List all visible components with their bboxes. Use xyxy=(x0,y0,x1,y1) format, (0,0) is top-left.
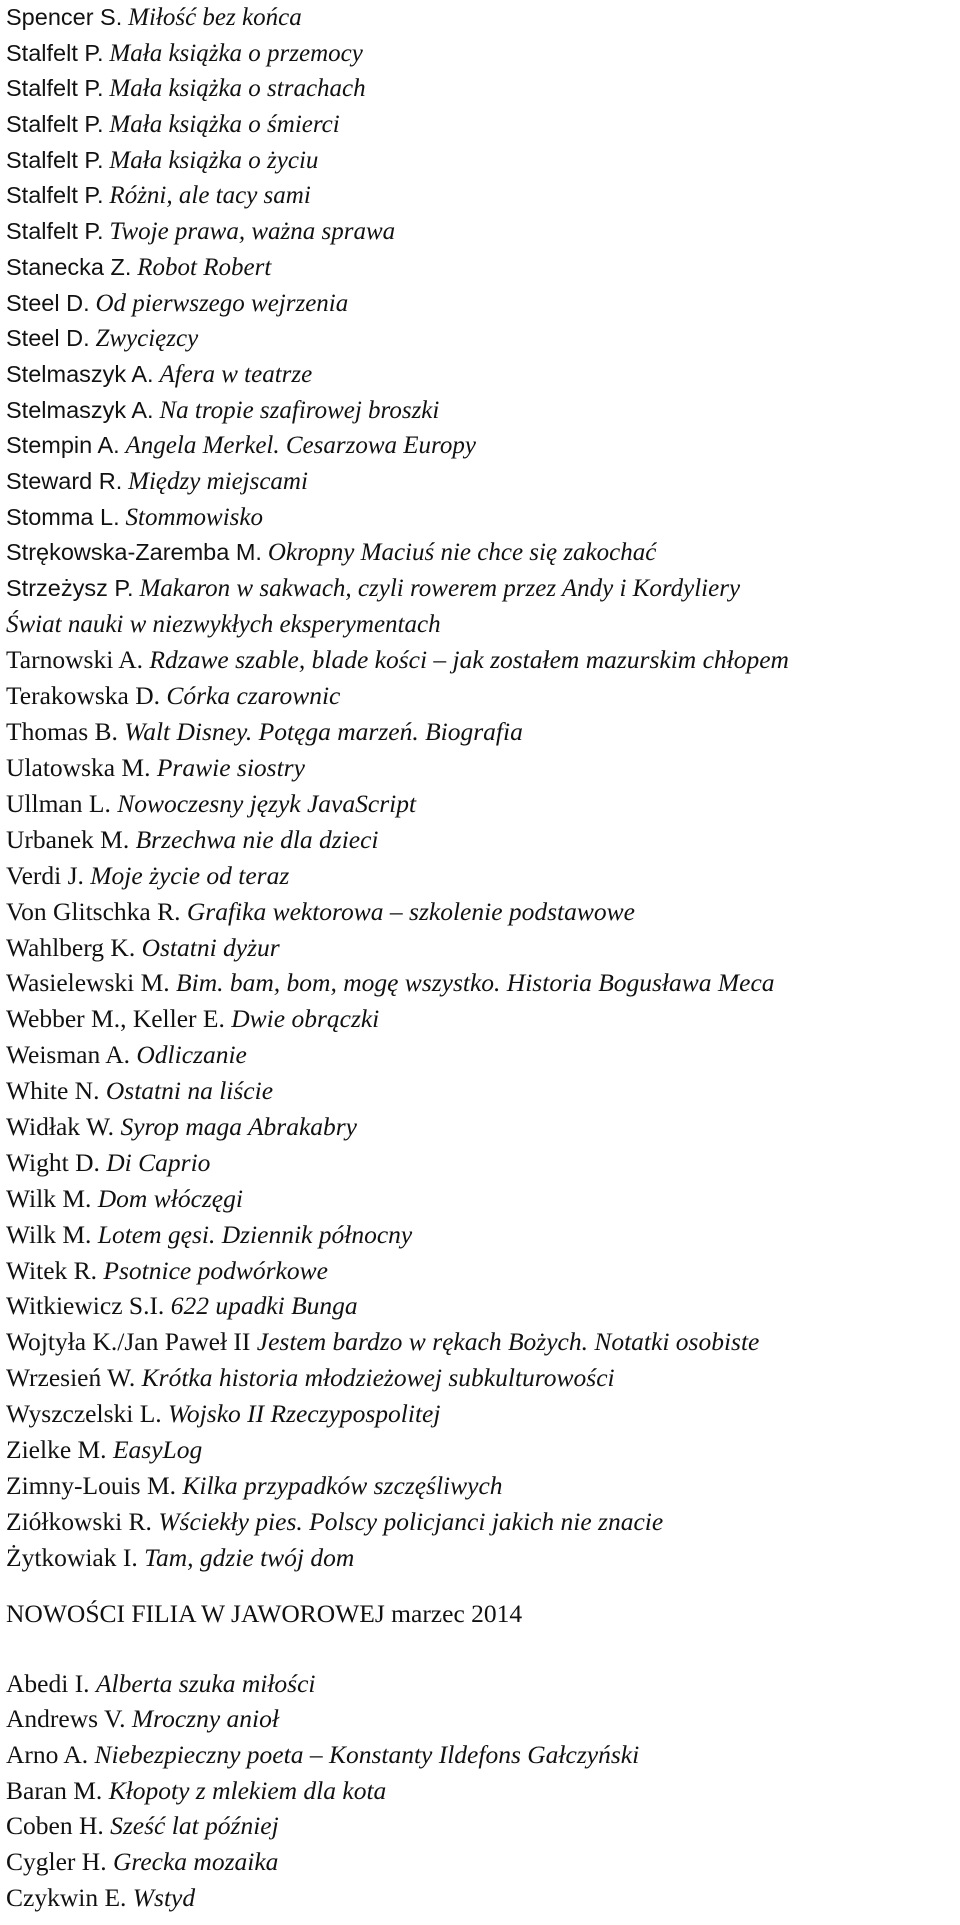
book-title: Ostatni na liście xyxy=(105,1076,274,1106)
book-title: Mała książka o śmierci xyxy=(109,111,340,139)
book-author: Zimny-Louis M. xyxy=(6,1470,176,1500)
book-entry xyxy=(6,1701,956,1737)
book-entry xyxy=(6,858,956,894)
book-entry xyxy=(6,1504,956,1540)
book-title: Okropny Maciuś nie chce się zakochać xyxy=(267,539,657,567)
book-title: Wstyd xyxy=(132,1882,196,1912)
book-author: Stalfelt P. xyxy=(6,218,104,245)
book-author: Stelmaszyk A. xyxy=(6,360,154,387)
book-title: Wściekły pies. Polscy policjanci jakich nie znacie xyxy=(158,1506,664,1536)
book-title: Niebezpieczny poeta – Konstanty Ildefons Gałczyński xyxy=(94,1739,640,1769)
book-author: Strzeżysz P. xyxy=(6,575,134,601)
book-entry xyxy=(6,1217,956,1253)
book-entry xyxy=(6,894,956,930)
book-title: Miłość bez końca xyxy=(128,4,302,31)
book-entry xyxy=(6,1181,956,1217)
book-author: Stalfelt P. xyxy=(6,182,104,209)
book-title: Twoje prawa, ważna sprawa xyxy=(109,218,396,246)
book-entry xyxy=(6,71,956,107)
book-author: Steward R. xyxy=(6,467,123,494)
book-entry xyxy=(6,286,956,322)
book-entry xyxy=(6,357,956,393)
book-list-middle xyxy=(6,642,956,1575)
book-title: Prawie siostry xyxy=(156,753,305,783)
book-author: Andrews V. xyxy=(6,1704,126,1734)
continuation-line: Świat nauki w niezwykłych eksperymentach xyxy=(6,610,441,638)
book-entry xyxy=(6,1396,956,1432)
book-author: Cygler H. xyxy=(6,1846,107,1876)
book-entry xyxy=(6,36,956,72)
book-title: Brzechwa nie dla dzieci xyxy=(135,824,379,854)
book-entry xyxy=(6,1073,956,1109)
book-entry xyxy=(6,1288,956,1324)
book-entry xyxy=(6,1324,956,1360)
book-entry xyxy=(6,1037,956,1073)
book-author: Arno A. xyxy=(6,1739,89,1769)
book-title: Kilka przypadków szczęśliwych xyxy=(182,1470,503,1500)
book-author: Witek R. xyxy=(6,1255,98,1285)
book-entry xyxy=(6,250,956,286)
book-author: Widłak W. xyxy=(6,1111,115,1141)
book-author: Terakowska D. xyxy=(6,681,160,711)
book-title: Moje życie od teraz xyxy=(90,860,290,890)
book-title: Bim. bam, bom, mogę wszystko. Historia Bogusława Meca xyxy=(176,968,775,998)
book-title: Ostatni dyżur xyxy=(141,932,280,962)
book-title: Zwycięzcy xyxy=(95,325,199,353)
book-title: Syrop maga Abrakabry xyxy=(120,1111,357,1141)
book-title: Alberta szuka miłości xyxy=(95,1668,316,1698)
book-author: Ulatowska M. xyxy=(6,753,151,783)
book-author: Wojtyła K./Jan Paweł II xyxy=(6,1327,251,1357)
book-entry xyxy=(6,750,956,786)
book-entry xyxy=(6,1145,956,1181)
book-entry xyxy=(6,1109,956,1145)
book-entry xyxy=(6,428,956,464)
book-author: Thomas B. xyxy=(6,717,118,747)
book-entry xyxy=(6,321,956,357)
book-author: Ullman L. xyxy=(6,788,111,818)
book-title: Córka czarownic xyxy=(166,681,341,711)
book-title: Od pierwszego wejrzenia xyxy=(95,289,349,317)
book-entry xyxy=(6,1808,956,1844)
book-author: Weisman A. xyxy=(6,1040,131,1070)
book-entry xyxy=(6,1844,956,1880)
book-title: Walt Disney. Potęga marzeń. Biografia xyxy=(124,717,523,747)
book-list-new xyxy=(6,1666,956,1916)
book-author: Wight D. xyxy=(6,1147,100,1177)
book-title: Wojsko II Rzeczypospolitej xyxy=(168,1399,441,1429)
book-title: Afera w teatrze xyxy=(159,360,313,388)
book-entry xyxy=(6,1001,956,1037)
book-author: Stalfelt P. xyxy=(6,111,104,138)
book-author: Wilk M. xyxy=(6,1219,92,1249)
book-author: Wasielewski M. xyxy=(6,968,170,998)
book-author: Stelmaszyk A. xyxy=(6,396,154,423)
book-title: Makaron w sakwach, czyli rowerem przez Andy i Kordyliery xyxy=(139,575,741,602)
book-title: Lotem gęsi. Dziennik północny xyxy=(97,1219,413,1249)
book-title: Tam, gdzie twój dom xyxy=(144,1542,355,1572)
book-entry xyxy=(6,214,956,250)
book-title: Jestem bardzo w rękach Bożych. Notatki osobiste xyxy=(256,1327,760,1357)
book-author: Ziółkowski R. xyxy=(6,1506,152,1536)
book-author: Steel D. xyxy=(6,289,90,316)
book-title: Psotnice podwórkowe xyxy=(103,1255,328,1285)
book-title: Mała książka o przemocy xyxy=(109,39,363,67)
book-entry xyxy=(6,1737,956,1773)
book-entry xyxy=(6,1880,956,1916)
book-title: Dom włóczęgi xyxy=(97,1183,243,1213)
book-entry xyxy=(6,464,956,500)
book-author: Wrzesień W. xyxy=(6,1363,136,1393)
book-title: Krótka historia młodzieżowej subkulturowości xyxy=(141,1363,615,1393)
book-entry xyxy=(6,965,956,1001)
book-entry xyxy=(6,678,956,714)
book-author: Webber M., Keller E. xyxy=(6,1004,225,1034)
book-entry xyxy=(6,1773,956,1809)
book-title: Mała książka o strachach xyxy=(109,75,366,103)
book-author: Von Glitschka R. xyxy=(6,896,181,926)
book-entry xyxy=(6,1360,956,1396)
book-entry xyxy=(6,642,956,678)
book-author: Baran M. xyxy=(6,1775,103,1805)
book-author: Stalfelt P. xyxy=(6,146,104,173)
book-author: Stalfelt P. xyxy=(6,75,104,102)
book-author: Abedi I. xyxy=(6,1668,90,1698)
book-entry xyxy=(6,822,956,858)
book-entry xyxy=(6,1253,956,1289)
book-title: 622 upadki Bunga xyxy=(170,1291,358,1321)
book-author: Tarnowski A. xyxy=(6,645,144,675)
book-entry xyxy=(6,786,956,822)
book-author: Wyszczelski L. xyxy=(6,1399,162,1429)
book-entry xyxy=(6,1468,956,1504)
book-title: Grecka mozaika xyxy=(112,1846,279,1876)
book-title: Robot Robert xyxy=(137,253,272,281)
book-title: Kłopoty z mlekiem dla kota xyxy=(108,1775,387,1805)
book-author: Coben H. xyxy=(6,1811,104,1841)
book-title: Stommowisko xyxy=(125,503,263,531)
book-title: Nowoczesny język JavaScript xyxy=(117,788,417,818)
book-title: Odliczanie xyxy=(136,1040,247,1070)
book-author: Stomma L. xyxy=(6,503,120,530)
book-author: Stalfelt P. xyxy=(6,39,104,66)
book-entry xyxy=(6,393,956,429)
book-title: Rdzawe szable, blade kości – jak zostałem mazurskim chłopem xyxy=(149,645,789,675)
book-author: White N. xyxy=(6,1076,100,1106)
book-entry xyxy=(6,1666,956,1702)
book-title: Różni, ale tacy sami xyxy=(109,182,311,210)
book-title: Angela Merkel. Cesarzowa Europy xyxy=(125,432,476,460)
section-heading: NOWOŚCI FILIA W JAWOROWEJ marzec 2014 xyxy=(6,1598,523,1628)
book-author: Spencer S. xyxy=(6,4,123,30)
book-author: Verdi J. xyxy=(6,860,84,890)
book-entry xyxy=(6,500,956,536)
book-entry xyxy=(6,0,956,36)
book-title: Mroczny anioł xyxy=(131,1704,279,1734)
book-entry xyxy=(6,714,956,750)
book-author: Strękowska-Zaremba M. xyxy=(6,539,262,566)
book-author: Czykwin E. xyxy=(6,1882,127,1912)
book-title: EasyLog xyxy=(112,1434,203,1464)
book-author: Zielke M. xyxy=(6,1434,107,1464)
book-entry xyxy=(6,143,956,179)
book-title: Di Caprio xyxy=(106,1147,211,1177)
book-author: Wahlberg K. xyxy=(6,932,136,962)
book-title: Między miejscami xyxy=(128,467,308,495)
book-author: Stempin A. xyxy=(6,432,120,459)
book-entry xyxy=(6,1432,956,1468)
book-entry xyxy=(6,571,956,607)
book-entry xyxy=(6,107,956,143)
book-author: Witkiewicz S.I. xyxy=(6,1291,165,1321)
book-author: Urbanek M. xyxy=(6,824,130,854)
book-title: Sześć lat później xyxy=(110,1811,279,1841)
book-entry xyxy=(6,178,956,214)
book-title: Na tropie szafirowej broszki xyxy=(159,396,440,424)
book-entry xyxy=(6,930,956,966)
book-title: Mała książka o życiu xyxy=(109,146,319,174)
book-list-top xyxy=(6,0,956,607)
book-title: Grafika wektorowa – szkolenie podstawowe xyxy=(186,896,635,926)
book-entry xyxy=(6,1540,956,1576)
book-author: Stanecka Z. xyxy=(6,253,132,280)
book-title: Dwie obrączki xyxy=(231,1004,380,1034)
book-entry xyxy=(6,535,956,571)
book-author: Steel D. xyxy=(6,325,90,352)
document-page xyxy=(6,0,956,1915)
book-author: Wilk M. xyxy=(6,1183,92,1213)
book-author: Żytkowiak I. xyxy=(6,1542,138,1572)
